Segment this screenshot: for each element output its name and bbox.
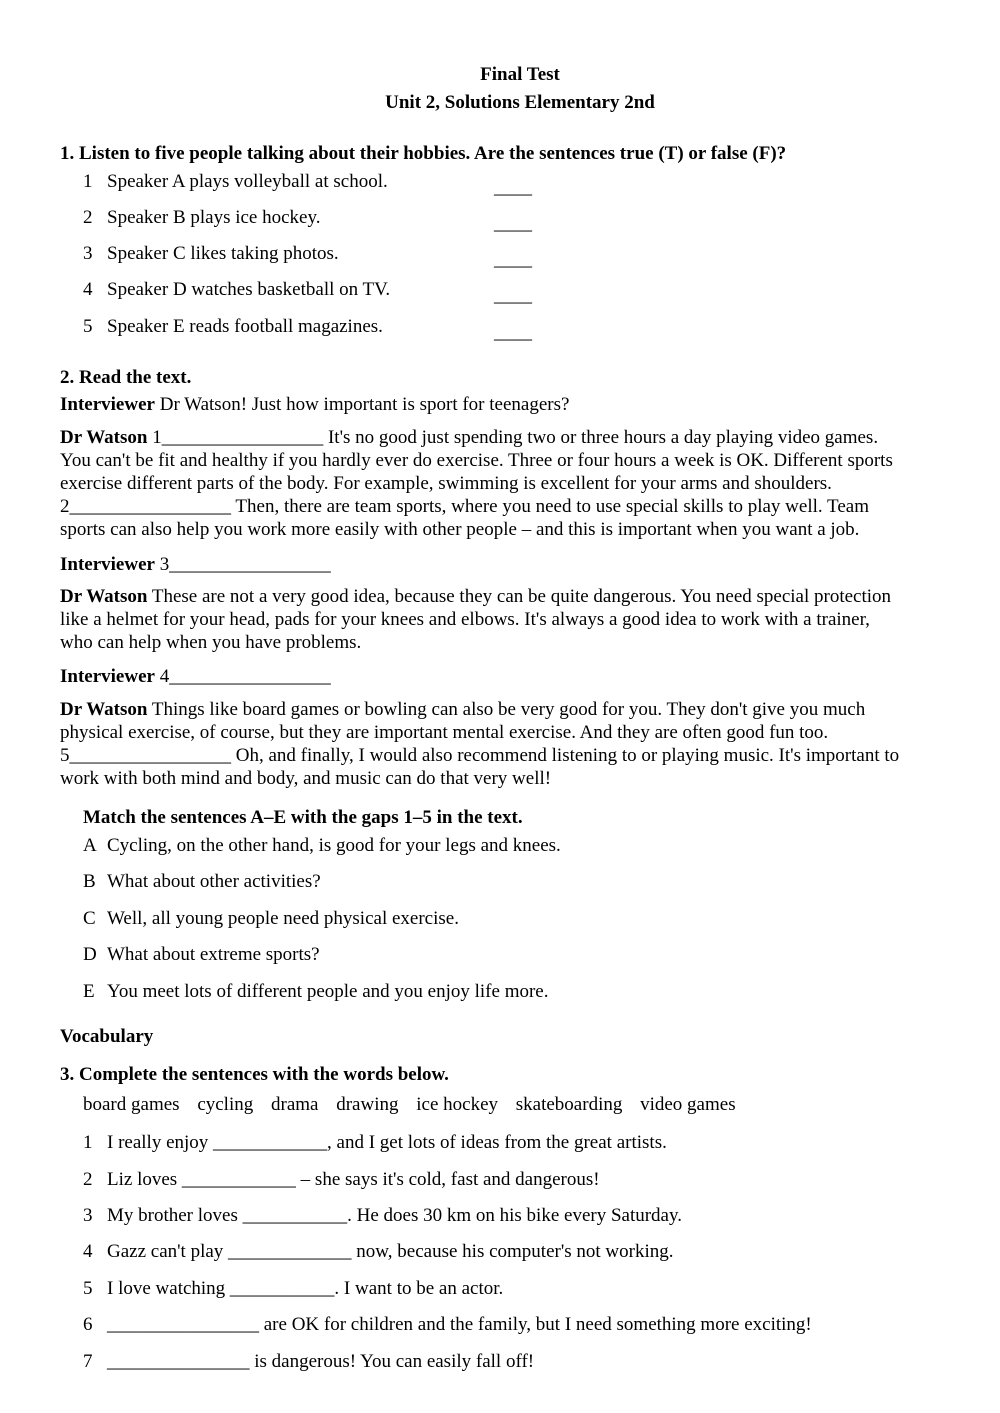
item-text[interactable]: Liz loves ____________ – she says it's cold, fast and dangerous! bbox=[107, 1169, 600, 1190]
paragraph-line: 5_________________ Oh, and finally, I would also recommend listening to or playing music. It's important to bbox=[60, 745, 900, 766]
item-number: 6 bbox=[83, 1314, 93, 1335]
paragraph-text: 3_________________ bbox=[154, 554, 331, 575]
interview-paragraph bbox=[60, 426, 960, 541]
item-text[interactable]: ________________ are OK for children and the family, but I need something more exciting! bbox=[107, 1314, 812, 1335]
word-bank-item: video games bbox=[640, 1094, 736, 1115]
option-letter: C bbox=[83, 908, 96, 929]
match-option bbox=[83, 834, 561, 857]
option-text: Well, all young people need physical exercise. bbox=[107, 908, 459, 929]
word-bank-item: skateboarding bbox=[515, 1094, 623, 1115]
page-subtitle: Unit 2, Solutions Elementary 2nd bbox=[385, 92, 655, 113]
option-letter: A bbox=[83, 835, 97, 856]
item-text: Speaker A plays volleyball at school. bbox=[107, 171, 388, 192]
item-text: Speaker C likes taking photos. bbox=[107, 243, 339, 264]
paragraph-line: 2_________________ Then, there are team sports, where you need to use special skills to play well. Team bbox=[60, 496, 869, 517]
section3-heading: 3. Complete the sentences with the words below. bbox=[60, 1064, 449, 1085]
option-letter: E bbox=[83, 981, 95, 1002]
match-option bbox=[83, 870, 321, 893]
word-bank-item: drama bbox=[271, 1094, 319, 1115]
word-bank-item: board games bbox=[83, 1094, 180, 1115]
speaker-label: Interviewer bbox=[60, 554, 155, 575]
paragraph-line: who can help when you have problems. bbox=[60, 632, 362, 653]
option-text: You meet lots of different people and you enjoy life more. bbox=[107, 981, 549, 1002]
interview-paragraph bbox=[60, 585, 960, 654]
item-text: Speaker D watches basketball on TV. bbox=[107, 279, 391, 300]
interview-paragraph bbox=[60, 553, 960, 576]
item-number: 4 bbox=[83, 279, 93, 300]
item-text[interactable]: My brother loves ___________. He does 30 km on his bike every Saturday. bbox=[107, 1205, 683, 1226]
page-title: Final Test bbox=[480, 64, 560, 85]
item-number: 2 bbox=[83, 1169, 93, 1190]
interview-paragraph bbox=[60, 393, 960, 416]
item-number: 2 bbox=[83, 207, 93, 228]
option-text: Cycling, on the other hand, is good for your legs and knees. bbox=[107, 835, 561, 856]
item-text[interactable]: I really enjoy ____________, and I get lots of ideas from the great artists. bbox=[107, 1132, 667, 1153]
item-number: 1 bbox=[83, 171, 93, 192]
paragraph-text: 4_________________ bbox=[154, 666, 331, 687]
answer-blank[interactable]: ____ bbox=[494, 285, 532, 306]
paragraph-line: 1_________________ It's no good just spending two or three hours a day playing video games. bbox=[147, 427, 879, 448]
answer-blank[interactable]: ____ bbox=[494, 249, 532, 270]
word-bank-item: ice hockey bbox=[416, 1094, 499, 1115]
speaker-label: Dr Watson bbox=[60, 586, 148, 607]
paragraph-line: like a helmet for your head, pads for your knees and elbows. It's always a good idea to work with a trainer, bbox=[60, 609, 870, 630]
vocabulary-heading: Vocabulary bbox=[60, 1026, 154, 1047]
item-text: Speaker B plays ice hockey. bbox=[107, 207, 321, 228]
paragraph-line: physical exercise, of course, but they are important mental exercise. And they are often good fun too. bbox=[60, 722, 829, 743]
paragraph-line: You can't be fit and healthy if you hardly ever do exercise. Three or four hours a week is OK. Different sports bbox=[60, 450, 893, 471]
interview-paragraph bbox=[60, 665, 960, 688]
item-number: 4 bbox=[83, 1241, 93, 1262]
paragraph-line: These are not a very good idea, because they can be quite dangerous. You need special protection bbox=[147, 586, 892, 607]
section2-heading: 2. Read the text. bbox=[60, 367, 192, 388]
word-bank bbox=[83, 1093, 749, 1116]
answer-blank[interactable]: ____ bbox=[494, 213, 532, 234]
answer-blank[interactable]: ____ bbox=[494, 322, 532, 343]
paragraph-text: Dr Watson! Just how important is sport for teenagers? bbox=[154, 394, 570, 415]
option-letter: D bbox=[83, 944, 97, 965]
word-bank-item: cycling bbox=[197, 1094, 254, 1115]
paragraph-line: Things like board games or bowling can also be very good for you. They don't give you much bbox=[147, 699, 866, 720]
item-number: 3 bbox=[83, 243, 93, 264]
paragraph-line: sports can also help you work more easily with other people – and this is important when you want a job. bbox=[60, 519, 860, 540]
item-number: 5 bbox=[83, 316, 93, 337]
match-option bbox=[83, 907, 459, 930]
paragraph-line: work with both mind and body, and music can do that very well! bbox=[60, 768, 552, 789]
speaker-label: Interviewer bbox=[60, 394, 155, 415]
item-text[interactable]: _______________ is dangerous! You can easily fall off! bbox=[107, 1351, 535, 1372]
match-heading: Match the sentences A–E with the gaps 1–5 in the text. bbox=[83, 807, 523, 828]
item-number: 3 bbox=[83, 1205, 93, 1226]
option-text: What about other activities? bbox=[107, 871, 321, 892]
item-number: 7 bbox=[83, 1351, 93, 1372]
item-text[interactable]: I love watching ___________. I want to be an actor. bbox=[107, 1278, 504, 1299]
match-option bbox=[83, 943, 320, 966]
speaker-label: Interviewer bbox=[60, 666, 155, 687]
option-letter: B bbox=[83, 871, 96, 892]
item-number: 1 bbox=[83, 1132, 93, 1153]
option-text: What about extreme sports? bbox=[107, 944, 320, 965]
interview-paragraph bbox=[60, 698, 960, 790]
item-text: Speaker E reads football magazines. bbox=[107, 316, 383, 337]
speaker-label: Dr Watson bbox=[60, 699, 148, 720]
answer-blank[interactable]: ____ bbox=[494, 177, 532, 198]
paragraph-line: exercise different parts of the body. For example, swimming is excellent for your arms and shoulders. bbox=[60, 473, 832, 494]
item-text[interactable]: Gazz can't play _____________ now, because his computer's not working. bbox=[107, 1241, 674, 1262]
speaker-label: Dr Watson bbox=[60, 427, 148, 448]
match-option bbox=[83, 980, 548, 1003]
item-number: 5 bbox=[83, 1278, 93, 1299]
section1-heading: 1. Listen to five people talking about their hobbies. Are the sentences true (T) or false (F)? bbox=[60, 143, 787, 164]
word-bank-item: drawing bbox=[336, 1094, 399, 1115]
